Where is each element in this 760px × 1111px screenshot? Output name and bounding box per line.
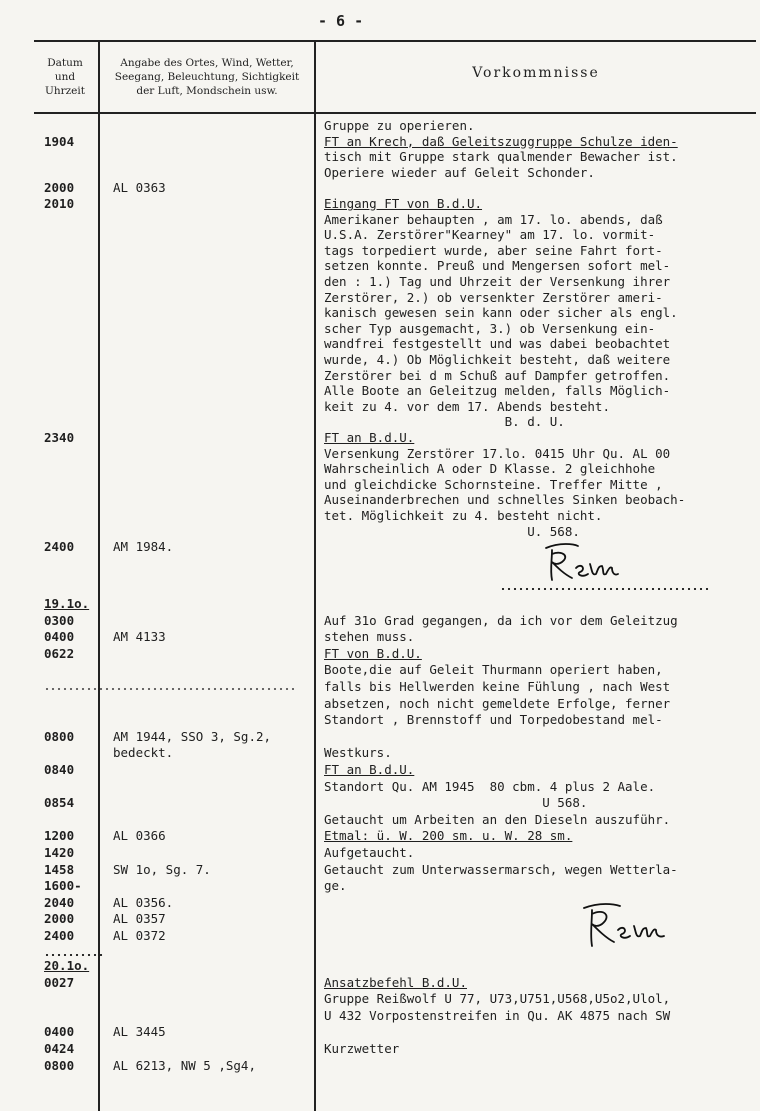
- log-location: AL 6213, NW 5 ,Sg4,: [113, 1057, 256, 1073]
- log-entry-text: Getaucht um Arbeiten an den Dieseln auszuführ.: [324, 811, 671, 827]
- log-location: AL 0356.: [113, 894, 174, 910]
- log-entry-text: kanisch gewesen sein kann oder sicher als engl.: [324, 305, 678, 321]
- signature-2: [580, 898, 680, 956]
- log-location: AL 0363: [113, 180, 166, 196]
- signature-1: [540, 540, 630, 590]
- log-time: 0400: [44, 629, 75, 645]
- header-col2-line: Angabe des Ortes, Wind, Wetter,: [120, 57, 294, 69]
- log-time: 0840: [44, 762, 75, 777]
- separator-dots-1: [500, 588, 710, 590]
- log-time: 1420: [44, 845, 75, 860]
- table-top-rule: [34, 40, 756, 42]
- log-entry-text: U.S.A. Zerstörer"Kearney" am 17. lo. vormit-: [324, 227, 656, 243]
- log-time: 0622: [44, 645, 75, 661]
- log-location: AM 1944, SSO 3, Sg.2,: [113, 728, 272, 744]
- log-time: 0800: [44, 1057, 75, 1073]
- log-time: 2340: [44, 430, 75, 445]
- log-time: 1600-: [44, 878, 82, 894]
- log-entry-text: Boote,die auf Geleit Thurmann operiert haben,: [324, 662, 663, 678]
- log-entry-text: stehen muss.: [324, 629, 415, 645]
- log-location: AL 0372: [113, 928, 166, 943]
- log-entry-text: Auf 31o Grad gegangen, da ich vor dem Geleitzug: [324, 612, 678, 628]
- log-entry-text: Zerstörer, 2.) ob versenkter Zerstörer ameri-: [324, 289, 663, 305]
- log-entry-text: falls bis Hellwerden keine Fühlung , nach West: [324, 679, 671, 694]
- log-location: AL 3445: [113, 1024, 166, 1040]
- log-entry-text: FT an Krech, daß Geleitszuggruppe Schulze iden-: [324, 133, 678, 149]
- log-time: 0854: [44, 795, 75, 811]
- log-entry-text: FT an B.d.U.: [324, 762, 415, 777]
- log-time: 2010: [44, 196, 75, 211]
- log-time: 0800: [44, 728, 75, 744]
- log-entry-text: absetzen, noch nicht gemeldete Erfolge, ferner: [324, 695, 671, 711]
- log-location: AL 0357: [113, 911, 166, 927]
- log-time: 2400: [44, 928, 75, 943]
- log-entry-text: wurde, 4.) Ob Möglichkeit besteht, daß weitere: [324, 352, 671, 367]
- header-bottom-rule: [34, 112, 756, 114]
- log-entry-text: Standort Qu. AM 1945 80 cbm. 4 plus 2 Aale.: [324, 778, 656, 794]
- log-location: SW 1o, Sg. 7.: [113, 861, 211, 877]
- separator-dots-left: [44, 688, 294, 690]
- log-entry-text: Auseinanderbrechen und schnelles Sinken beobach-: [324, 492, 686, 508]
- log-entry-text: Kurzwetter: [324, 1041, 400, 1056]
- log-time: 1200: [44, 828, 75, 844]
- log-location: bedeckt.: [113, 745, 174, 761]
- log-time: 20.1o.: [44, 958, 90, 973]
- log-time: 2000: [44, 180, 75, 196]
- log-entry-text: tisch mit Gruppe stark qualmender Bewacher ist.: [324, 149, 678, 165]
- log-location: AM 4133: [113, 629, 166, 645]
- header-col2-line: der Luft, Mondschein usw.: [136, 85, 278, 97]
- log-entry-text: FT von B.d.U.: [324, 645, 422, 661]
- log-entry-text: ge.: [324, 878, 347, 894]
- log-entry-text: Operiere wieder auf Geleit Schonder.: [324, 164, 595, 180]
- header-location-weather: [100, 56, 314, 98]
- log-entry-text: Amerikaner behaupten , am 17. lo. abends, daß: [324, 211, 663, 227]
- log-entry-text: Getaucht zum Unterwassermarsch, wegen Wetterla-: [324, 861, 678, 877]
- log-time: 19.1o.: [44, 596, 90, 611]
- log-location: AL 0366: [113, 828, 166, 844]
- log-time: 1904: [44, 133, 75, 149]
- log-entry-text: Alle Boote an Geleitzug melden, falls Möglich-: [324, 383, 671, 399]
- column-divider-2: [314, 40, 316, 1111]
- header-col1-line: Datum: [47, 57, 83, 69]
- log-entry-text: Gruppe zu operieren.: [324, 118, 475, 133]
- log-time: 1458: [44, 861, 75, 877]
- log-entry-text: Wahrscheinlich A oder D Klasse. 2 gleichhohe: [324, 461, 656, 477]
- log-entry-text: wandfrei festgestellt und was dabei beobachtet: [324, 336, 671, 352]
- log-time: 2040: [44, 894, 75, 910]
- log-time: 2400: [44, 539, 75, 555]
- log-entry-text: tet. Möglichkeit zu 4. besteht nicht.: [324, 508, 603, 523]
- log-time: 0300: [44, 612, 75, 628]
- log-time: 0400: [44, 1024, 75, 1040]
- separator-dots-2: [44, 954, 104, 956]
- log-entry-text: Gruppe Reißwolf U 77, U73,U751,U568,U5o2,Ulol,: [324, 991, 671, 1007]
- page-number: - 6 -: [318, 12, 364, 30]
- log-entry-text: tags torpediert wurde, aber seine Fahrt fort-: [324, 242, 663, 258]
- log-entry-text: Zerstörer bei d m Schuß auf Dampfer getroffen.: [324, 367, 671, 383]
- log-entry-text: U 568.: [324, 795, 588, 811]
- header-col1-line: Uhrzeit: [45, 85, 85, 97]
- log-entry-text: Versenkung Zerstörer 17.lo. 0415 Uhr Qu. AL 00: [324, 445, 671, 461]
- header-col1-line: und: [54, 71, 76, 83]
- header-col2-line: Seegang, Beleuchtung, Sichtigkeit: [114, 71, 300, 83]
- log-entry-text: U 432 Vorpostenstreifen in Qu. AK 4875 nach SW: [324, 1007, 671, 1023]
- log-time: 0027: [44, 974, 75, 990]
- header-occurrences: Vorkommnisse: [472, 65, 600, 81]
- log-entry-text: U. 568.: [324, 523, 580, 539]
- log-entry-text: Etmal: ü. W. 200 sm. u. W. 28 sm.: [324, 828, 573, 844]
- log-entry-text: Eingang FT von B.d.U.: [324, 196, 483, 211]
- header-date-time: [34, 56, 96, 98]
- log-entry-text: FT an B.d.U.: [324, 430, 415, 445]
- log-entry-text: Ansatzbefehl B.d.U.: [324, 974, 467, 990]
- log-entry-text: den : 1.) Tag und Uhrzeit der Versenkung ihrer: [324, 274, 671, 289]
- log-entry-text: und gleichdicke Schornsteine. Treffer Mitte ,: [324, 476, 663, 492]
- log-time: 2000: [44, 911, 75, 927]
- log-entry-text: keit zu 4. vor dem 17. Abends besteht.: [324, 398, 610, 414]
- log-entry-text: setzen konnte. Preuß und Mengersen sofort mel-: [324, 258, 671, 274]
- log-entry-text: Westkurs.: [324, 745, 392, 761]
- log-entry-text: scher Typ ausgemacht, 3.) ob Versenkung ein-: [324, 320, 656, 336]
- log-entry-text: B. d. U.: [324, 414, 565, 430]
- log-entry-text: Aufgetaucht.: [324, 845, 415, 860]
- log-location: AM 1984.: [113, 539, 174, 555]
- log-entry-text: Standort , Brennstoff und Torpedobestand mel-: [324, 712, 663, 728]
- log-time: 0424: [44, 1041, 75, 1056]
